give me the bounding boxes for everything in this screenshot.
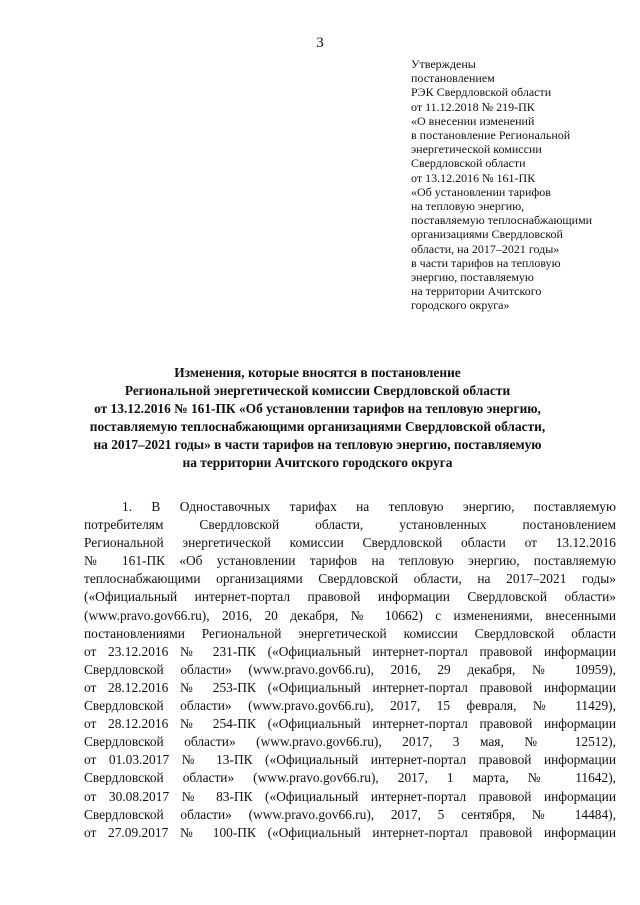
approval-line: в постановление Региональной (411, 128, 571, 143)
body-line: Свердловской области» (www.pravo.gov66.ru), 2016, 29 декабря, № 10959), (84, 661, 616, 677)
approval-line: «Об установлении тарифов (411, 184, 551, 199)
approval-line: Утверждены (411, 57, 476, 71)
body-line: от 28.12.2016 № 254-ПК («Официальный интернет-портал правовой информации (84, 716, 616, 732)
body-line: от 23.12.2016 № 231-ПК («Официальный интернет-портал правовой информации (84, 643, 616, 659)
approval-line: на территории Ачитского (411, 284, 542, 299)
approval-line: постановлением (411, 71, 495, 86)
approval-line: Свердловской области (411, 156, 526, 171)
body-line: Свердловской области» (www.pravo.gov66.ru), 2017, 15 февраля, № 11429), (84, 698, 616, 714)
body-line: («Официальный интернет-портал правовой информации Свердловской области» (84, 589, 616, 605)
body-line: 1. В Одноставочных тарифах на тепловую энергию, поставляемую (122, 499, 616, 514)
body-line: от 30.08.2017 № 83-ПК («Официальный интернет-портал правовой информации (84, 788, 616, 804)
body-line: № 161-ПК «Об установлении тарифов на тепловую энергию, поставляемую (84, 553, 616, 569)
approval-line: от 13.12.2016 № 161-ПК (411, 170, 536, 185)
body-paragraph (84, 498, 616, 842)
body-line: от 27.09.2017 № 100-ПК («Официальный интернет-портал правовой информации (84, 824, 616, 840)
approval-line: в части тарифов на тепловую (411, 255, 561, 270)
body-line: от 01.03.2017 № 13-ПК («Официальный интернет-портал правовой информации (84, 752, 616, 768)
document-title (60, 364, 575, 472)
title-line: от 13.12.2016 № 161-ПК «Об установлении тарифов на тепловую энергию, (94, 401, 541, 416)
body-line: постановлениями Региональной энергетической комиссии Свердловской области (84, 625, 616, 641)
title-line: Изменения, которые вносятся в постановление (174, 365, 461, 380)
title-line: поставляемую теплоснабжающими организациями Свердловской области, (89, 419, 546, 434)
body-line: от 28.12.2016 № 253-ПК («Официальный интернет-портал правовой информации (84, 679, 616, 695)
body-line: теплоснабжающими организациями Свердловской области, на 2017–2021 годы» (84, 571, 616, 587)
body-line: Региональной энергетической комиссии Свердловской области от 13.12.2016 (84, 535, 616, 551)
approval-line: энергию, поставляемую (411, 270, 534, 285)
approval-line: области, на 2017–2021 годы» (411, 241, 560, 256)
approval-line: РЭК Свердловской области (411, 85, 552, 100)
body-line: (www.pravo.gov66.ru), 2016, 20 декабря, № 10662) с изменениями, внесенными (84, 607, 616, 623)
body-line: Свердловской области» (www.pravo.gov66.ru), 2017, 5 сентября, № 14484), (84, 806, 616, 822)
body-line: Свердловской области» (www.pravo.gov66.ru), 2017, 3 мая, № 12512), (84, 734, 616, 750)
approval-line: на тепловую энергию, (411, 199, 525, 214)
body-line: Свердловской области» (www.pravo.gov66.ru), 2017, 1 марта, № 11642), (84, 770, 616, 786)
approval-line: «О внесении изменений (411, 113, 535, 128)
page-number: 3 (316, 35, 324, 51)
approval-line: от 11.12.2018 № 219-ПК (411, 99, 535, 114)
approval-block (411, 57, 626, 313)
body-line: потребителям Свердловской области, установленных постановлением (84, 517, 616, 533)
title-line: на территории Ачитского городского округа (182, 455, 453, 470)
approval-line: городского округа» (411, 298, 510, 313)
approval-line: организациями Свердловской (411, 227, 563, 242)
title-line: на 2017–2021 годы» в части тарифов на тепловую энергию, поставляемую (93, 437, 542, 452)
title-line: Региональной энергетической комиссии Свердловской области (124, 383, 511, 398)
approval-line: поставляемую теплоснабжающими (411, 213, 593, 228)
approval-line: энергетической комиссии (411, 142, 542, 157)
